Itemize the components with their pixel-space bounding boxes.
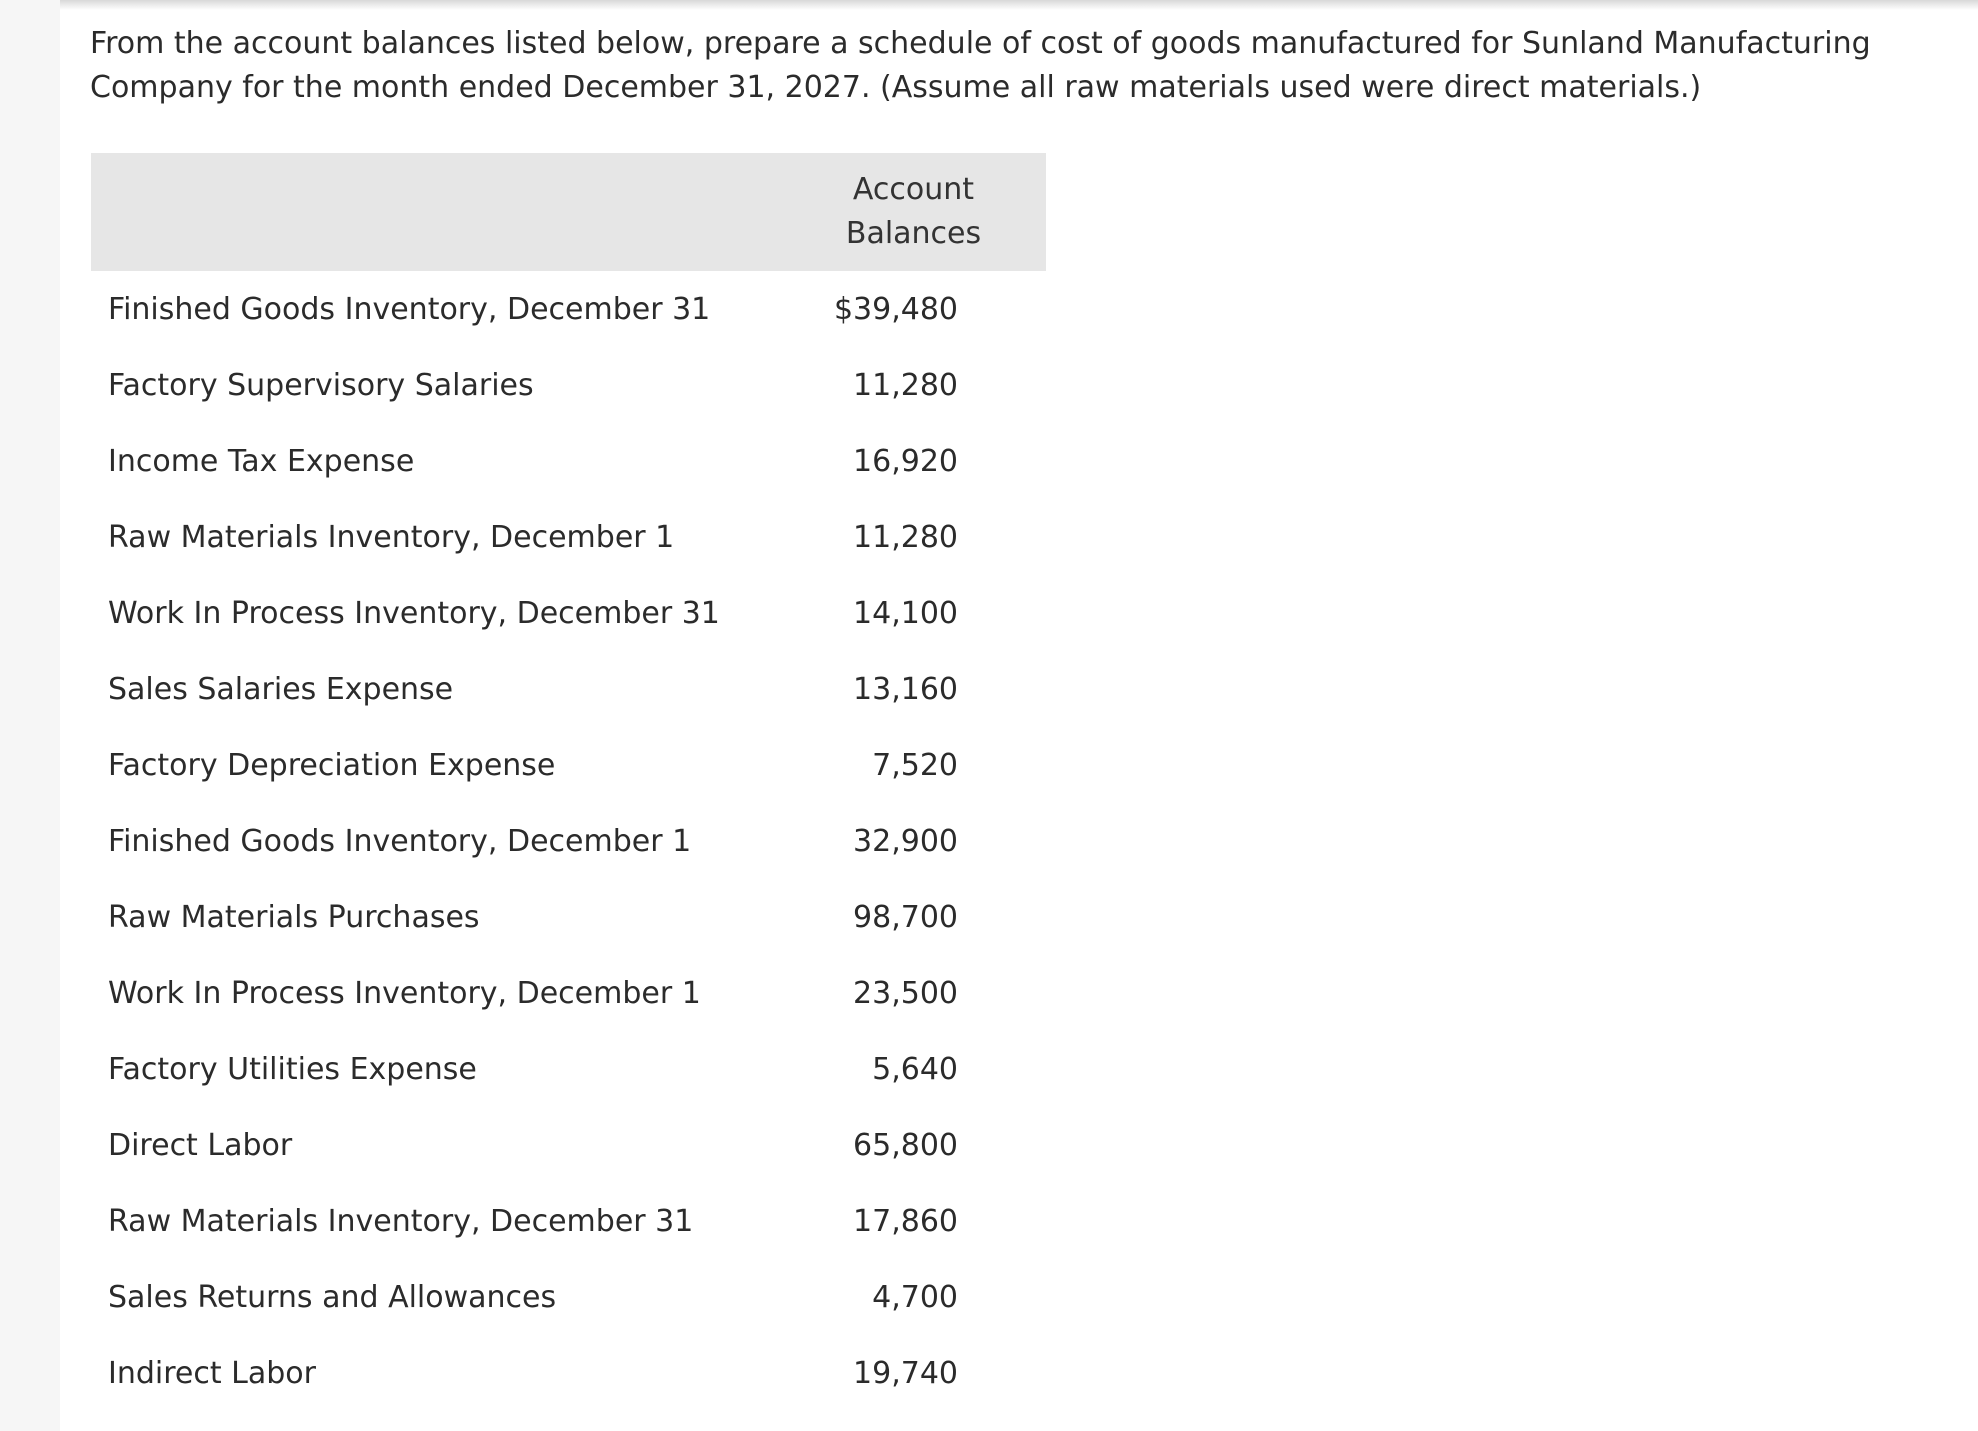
account-name: Raw Materials Inventory, December 1 bbox=[108, 519, 675, 555]
table-row bbox=[91, 803, 1046, 879]
table-row bbox=[91, 879, 1046, 955]
account-balance: 11,280 bbox=[853, 367, 958, 403]
account-name: Sales Salaries Expense bbox=[108, 671, 454, 707]
account-name: Work In Process Inventory, December 1 bbox=[108, 975, 701, 1011]
table-row bbox=[91, 1183, 1046, 1259]
account-name: Factory Supervisory Salaries bbox=[108, 367, 534, 403]
account-balance: 4,700 bbox=[872, 1279, 958, 1315]
account-name: Income Tax Expense bbox=[108, 443, 415, 479]
left-gutter bbox=[0, 0, 60, 1431]
account-balance: 11,280 bbox=[853, 519, 958, 555]
table-row bbox=[91, 1259, 1046, 1335]
account-balance: 16,920 bbox=[853, 443, 958, 479]
table-row bbox=[91, 575, 1046, 651]
question-instructions: From the account balances listed below, prepare a schedule of cost of goods manufactured for Sunland Manufacturing Company for the month ended December 31, 2027. (Assume all raw materials used were direct materials.) bbox=[90, 26, 1871, 105]
account-name: Finished Goods Inventory, December 1 bbox=[108, 823, 692, 859]
account-balance: 65,800 bbox=[853, 1127, 958, 1163]
table-row bbox=[91, 1107, 1046, 1183]
account-name: Direct Labor bbox=[108, 1127, 293, 1163]
table-row bbox=[91, 955, 1046, 1031]
table-row bbox=[91, 1031, 1046, 1107]
table-row bbox=[91, 347, 1046, 423]
account-balance: 19,740 bbox=[853, 1355, 958, 1391]
account-balance: $39,480 bbox=[833, 291, 958, 327]
table-row bbox=[91, 423, 1046, 499]
account-name: Factory Utilities Expense bbox=[108, 1051, 477, 1087]
account-name: Work In Process Inventory, December 31 bbox=[108, 595, 720, 631]
account-name: Raw Materials Inventory, December 31 bbox=[108, 1203, 694, 1239]
account-balance: 7,520 bbox=[872, 747, 958, 783]
account-balance: 23,500 bbox=[853, 975, 958, 1011]
header-amount-line1: Account bbox=[852, 172, 975, 207]
account-name: Factory Depreciation Expense bbox=[108, 747, 556, 783]
question-content bbox=[60, 10, 1978, 1431]
account-balances-table bbox=[91, 153, 1046, 1411]
table-row bbox=[91, 651, 1046, 727]
account-balance: 17,860 bbox=[853, 1203, 958, 1239]
account-balance: 5,640 bbox=[872, 1051, 958, 1087]
table-row bbox=[91, 271, 1046, 347]
account-name: Raw Materials Purchases bbox=[108, 899, 480, 935]
table-row bbox=[91, 499, 1046, 575]
table-row bbox=[91, 727, 1046, 803]
header-account-balances bbox=[781, 153, 1046, 271]
account-name: Sales Returns and Allowances bbox=[108, 1279, 557, 1315]
top-shadow bbox=[0, 0, 1978, 10]
table-header-row bbox=[91, 153, 1046, 271]
account-balance: 13,160 bbox=[853, 671, 958, 707]
header-label-cell bbox=[91, 153, 781, 271]
table-row bbox=[91, 1335, 1046, 1411]
account-balance: 98,700 bbox=[853, 899, 958, 935]
account-balance: 32,900 bbox=[853, 823, 958, 859]
account-balance: 14,100 bbox=[853, 595, 958, 631]
header-amount-line2: Balances bbox=[845, 216, 982, 251]
account-name: Finished Goods Inventory, December 31 bbox=[108, 291, 711, 327]
account-name: Indirect Labor bbox=[108, 1355, 316, 1391]
